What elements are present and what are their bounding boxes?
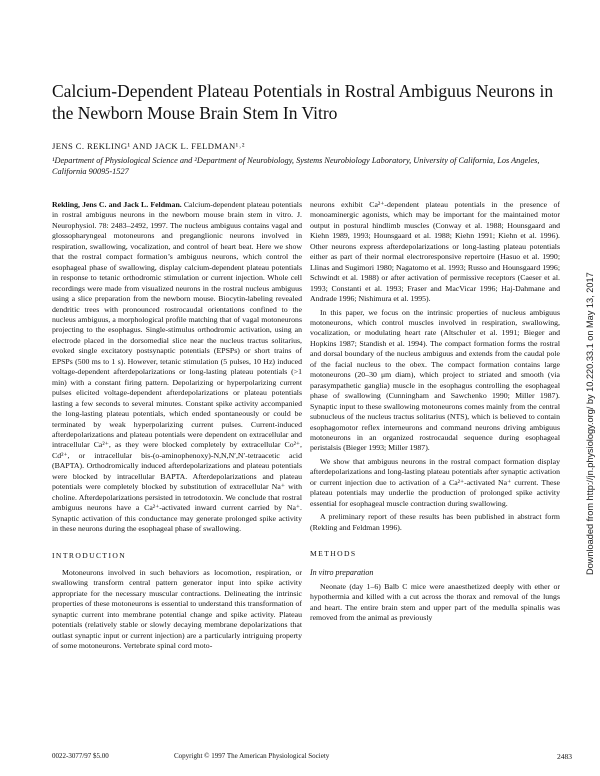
page-number: 2483 — [557, 752, 572, 761]
body-paragraph-4: A preliminary report of these results has been published in abstract form (Rekling and Feldman 1996). — [310, 512, 560, 532]
body-paragraph-3: We show that ambiguus neurons in the rostral compact formation display afterdepolarizations and long-lasting plateau potentials after synaptic activation or current injection due to activation of a Ca²⁺-activated Na⁺ current. These plateau potentials may underlie the production of prolonged spike activity essential for esophageal muscle contraction during swallowing. — [310, 456, 560, 508]
methods-paragraph: Neonate (day 1–6) Balb C mice were anaesthetized deeply with ether or hypothermia and killed with a cut across the thorax and removal of the lungs and heart. The entire brain stem and upper part of the medulla spinalis was removed from the animal as previously — [310, 581, 560, 623]
abstract-lead: Rekling, Jens C. and Jack L. Feldman. — [52, 200, 182, 209]
methods-heading: METHODS — [310, 549, 357, 559]
body-paragraph-2: In this paper, we focus on the intrinsic properties of nucleus ambiguus motoneurons, which control muscles involved in respiration, swallowing, vocalization, or modulating heart rate (Altschuler et al. 1991; Bieger and Hopkins 1987; Standish et al. 1994). The compact formation forms the rostral and dorsal boundary of the nucleus ambiguus and extends from the caudal pole of the facial nucleus to the obex. The compact formation contains large motoneurons (20–30 μm diam), which project to striated and smooth (via parasympathetic ganglia) muscle in the esophagus controlling the esophageal phase of swallowing (Cunningham and Sawchenko 1990; Miller 1987). Synaptic input to these swallowing motoneurons comes mainly from the central subnucleus of the nucleus tractus solitarius (NTS), which is believed to contain esophagomotor reflex interneurons and command neurons driving ambiguus motoneurons in an organized rostrocaudal sequence during esophageal peristalsis (Bieger 1993; Miller 1987). — [310, 307, 560, 453]
affiliation: ¹Department of Physiological Science and ²Department of Neurobiology, Systems Neurobiology Laboratory, University of California, Los Angeles, California 90095-1527 — [52, 156, 540, 176]
left-column — [52, 200, 302, 652]
page-footer — [52, 752, 572, 760]
footer-copyright: Copyright © 1997 The American Physiological Society — [174, 752, 330, 760]
abstract-text: Calcium-dependent plateau potentials in rostral ambiguus neurons in the newborn mouse brain stem in vitro. J. Neurophysiol. 78: 2483–2492, 1997. The nucleus ambiguus contains vagal and glossopharyngeal motoneurons and preganglionic neurons involved in respiration, swallowing, vocalization, and control of heart beat. Here we show that the rostral compact formation’s ambiguus neurons, which control the esophageal phase of swallowing, display calcium-dependent plateau potentials in response to tetanic orthodromic stimulation or current injection. Whole cell recordings were made from visualized neurons in the rostral nucleus ambiguus using a slice preparation from the newborn mouse. Biocytin-labeling revealed dendritic trees with pronounced rostrocaudal orientations confined to the nucleus ambiguus, a morphological profile matching that of vagal motoneurons projecting to the esophagus. Single-stimulus orthodromic activation, using an electrode placed in the dorsomedial slice near the nucleus tractus solitarius, evoked single excitatory postsynaptic potentials (EPSPs) or short trains of EPSPs (500 ms to 1 s). However, tetanic stimulation (5 pulses, 10 Hz) induced voltage-dependent afterdepolarizations or long-lasting plateau potentials (>1 min) with a constant firing pattern. Depolarizing or hyperpolarizing current pulses elicited voltage-dependent afterdepolarizations or plateau potentials lasting a few seconds to several minutes. Constant spike activity accompanied the long-lasting plateau potentials, which ended spontaneously or could be terminated by weak hyperpolarizing current pulses. Current-induced afterdepolarizations and plateau potentials were dependent on extracellular and intracellular Ca²⁺, as they were blocked completely by extracellular Co²⁺, Cd²⁺, or intracellular bis-(o-aminophenoxy)-N,N,N′,N′-tetraacetic acid (BAPTA). Orthodromically induced afterdepolarizations and plateau potentials were blocked by intracellular BAPTA. Afterdepolarizations and plateau potentials were completely blocked by substitution of extracellular Na⁺ with choline. Afterdepolarizations persisted in tetrodotoxin. We conclude that rostral ambiguus neurons have a Ca²⁺-activated inward current carried by Na⁺. Synaptic activation of this conductance may generate prolonged spike activity in these neurons during the esophageal phase of swallowing. — [52, 200, 302, 534]
download-watermark[interactable]: Downloaded from http://jn.physiology.org/ by 10.220.33.1 on May 13, 2017 — [585, 272, 595, 575]
authors: JENS C. REKLING¹ AND JACK L. FELDMAN¹˒² — [52, 141, 245, 151]
right-column — [310, 200, 560, 624]
footer-issn: 0022-3077/97 $5.00 — [52, 752, 109, 760]
body-paragraph-1: neurons exhibit Ca²⁺-dependent plateau potentials in the presence of monoaminergic agonists, which may be important for the maintained motor output in postural hindlimb muscles (Conway et al. 1988; Hounsgaard and Kiehn 1989, 1993; Hounsgaard et al. 1988; Kiehn 1991; Kiehn et al. 1996). Other neurons express afterdepolarizations or long-lasting plateau potentials either as part of their normal electroresponsive repertoire (Hasuo et al. 1990; Llinas and Sugimori 1980; Nagatomo et al. 1993; Russo and Hounsgaard 1996; Schwindt et al. 1988) or after activation of permissive receptors (Caeser et al. 1993; Constanti et al. 1993; Fraser and MacVicar 1996; Haj-Dahmane and Andrade 1996; Nishimura et al. 1995). — [310, 200, 560, 304]
methods-subheading: In vitro preparation — [310, 567, 374, 577]
introduction-heading: INTRODUCTION — [52, 550, 127, 560]
intro-paragraph: Motoneurons involved in such behaviors as locomotion, respiration, or swallowing transform central pattern generator input into spike activity appropriate for the necessary muscular contractions. Delineating the intrinsic properties of these motoneurons is essential to understand this transformation of synaptic current into membrane potential change and spike activity. Plateau potentials (relatively stable or slowly decaying membrane depolarizations that outlast synaptic input or current injection) are a particularly intriguing property of some motoneurons. Vertebrate spinal cord moto- — [52, 567, 302, 651]
abstract — [52, 200, 302, 535]
paper-title: Calcium-Dependent Plateau Potentials in Rostral Ambiguus Neurons in the Newborn Mouse Brain Stem In Vitro — [52, 81, 554, 123]
